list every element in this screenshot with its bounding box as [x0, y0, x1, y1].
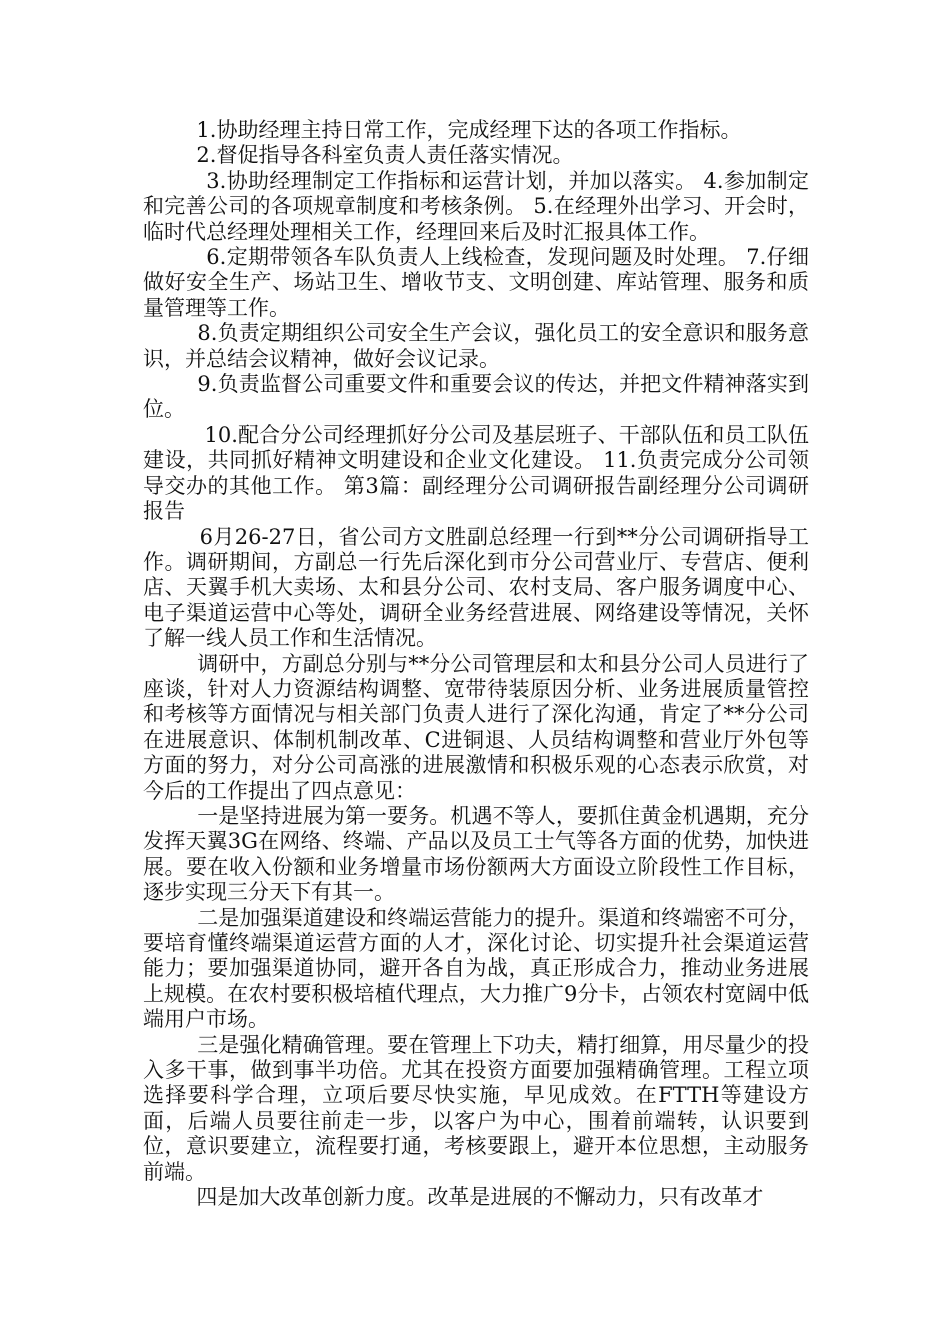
paragraph: 3.协助经理制定工作指标和运营计划，并加以落实。 4.参加制定和完善公司的各项规章制度和考核条例。 5.在经理外出学习、开会时，临时代总经理处理相关工作，经理回来后及时汇报具体工作。 — [143, 168, 810, 244]
paragraph: 二是加强渠道建设和终端运营能力的提升。渠道和终端密不可分，要培育懂终端渠道运营方面的人才，深化讨论、切实提升社会渠道运营能力；要加强渠道协同，避开各自为战，真正形成合力，推动业务进展上规模。在农村要积极培植代理点，大力推广9分卡，占领农村宽阔中低端用户市场。 — [143, 905, 809, 1032]
paragraph: 四是加大改革创新力度。改革是进展的不懈动力，只有改革才 — [143, 1185, 764, 1210]
paragraph: 调研中，方副总分别与**分公司管理层和太和县分公司人员进行了座谈，针对人力资源结构调整、宽带待装原因分析、业务进展质量管控和考核等方面情况与相关部门负责人进行了深化沟通，肯定了**分公司在进展意识、体制机制改革、C进铜退、人员结构调整和营业厅外包等方面的努力，对分公司高涨的进展激情和积极乐观的心态表示欣赏，对今后的工作提出了四点意见： — [143, 651, 809, 803]
document-body — [143, 118, 809, 1210]
paragraph: 6月26-27日，省公司方文胜副总经理一行到**分公司调研指导工作。调研期间，方副总一行先后深化到市分公司营业厅、专营店、便利店、天翼手机大卖场、太和县分公司、农村支局、客户服务调度中心、电子渠道运营中心等处，调研全业务经营进展、网络建设等情况，关怀了解一线人员工作和生活情况。 — [143, 524, 809, 651]
paragraph: 三是强化精确管理。要在管理上下功夫，精打细算，用尽量少的投入多干事，做到事半功倍。尤其在投资方面要加强精确管理。工程立项选择要科学合理，立项后要尽快实施，早见成效。在FTTH等建设方面，后端人员要往前走一步，以客户为中心，围着前端转，认识要到位，意识要建立，流程要打通，考核要跟上，避开本位思想，主动服务前端。 — [143, 1032, 809, 1184]
paragraph: 9.负责监督公司重要文件和重要会议的传达，并把文件精神落实到位。 — [143, 372, 809, 422]
paragraph: 2.督促指导各科室负责人责任落实情况。 — [143, 143, 574, 168]
paragraph: 6.定期带领各车队负责人上线检查，发现问题及时处理。 7.仔细做好安全生产、场站卫生、增收节支、文明创建、库站管理、服务和质量管理等工作。 — [143, 245, 810, 320]
paragraph: 1.协助经理主持日常工作，完成经理下达的各项工作指标。 — [143, 118, 742, 142]
paragraph: 10.配合分公司经理抓好分公司及基层班子、干部队伍和员工队伍建设，共同抓好精神文明建设和企业文化建设。 11.负责完成分公司领导交办的其他工作。 第3篇：副经理分公司调研报告副经理分公司调研报告 — [143, 422, 810, 524]
paragraph: 一是坚持进展为第一要务。机遇不等人，要抓住黄金机遇期，充分发挥天翼3G在网络、终端、产品以及员工士气等各方面的优势，加快进展。要在收入份额和业务增量市场份额两大方面设立阶段性工作目标，逐步实现三分天下有其一。 — [143, 803, 809, 905]
paragraph: 8.负责定期组织公司安全生产会议，强化员工的安全意识和服务意识，并总结会议精神，做好会议记录。 — [143, 321, 809, 371]
